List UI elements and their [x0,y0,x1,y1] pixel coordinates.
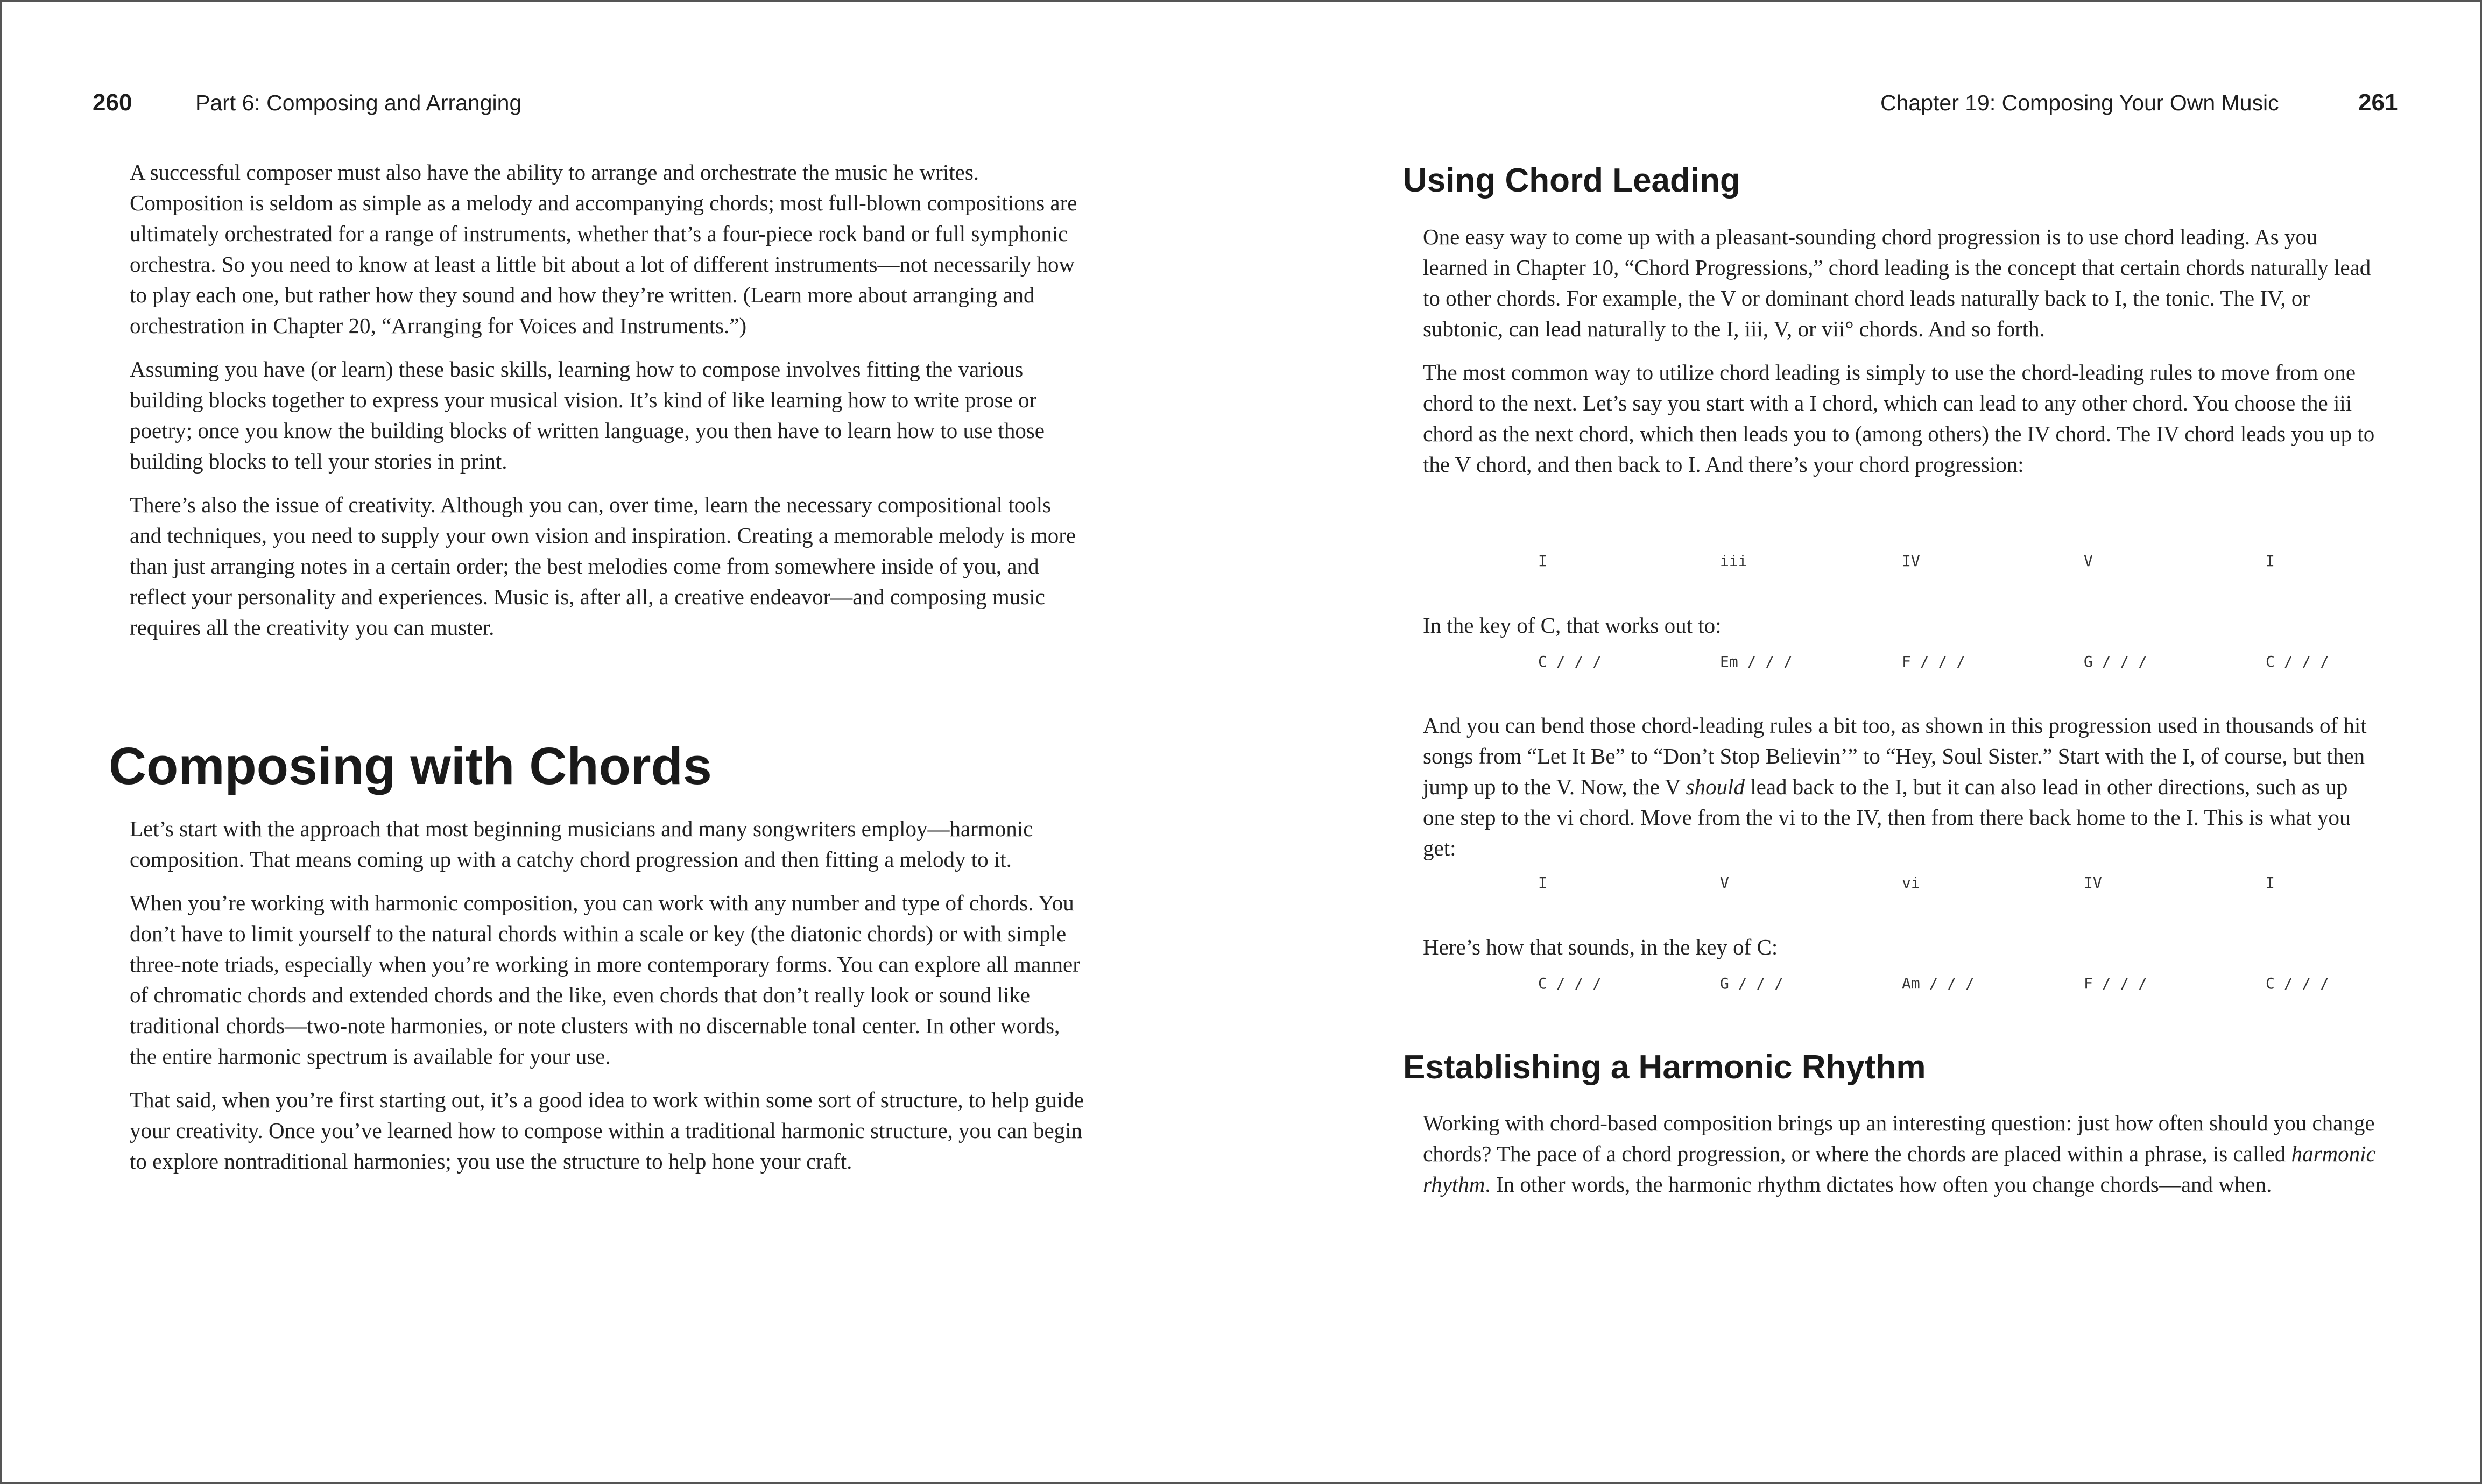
left-page-number: 260 [93,89,132,116]
left-page [0,0,1241,1481]
chord-numeral: I [2266,874,2275,892]
chord-leading-text-block [1423,222,2381,480]
emphasis-harmonic-rhythm: harmonic rhythm [1423,1141,2376,1197]
chord-symbol: F / / / [1902,653,1966,670]
chord-symbol: C / / / [2266,974,2330,992]
emphasis-should: should [1686,774,1745,799]
chord-symbol: Em / / / [1720,653,1793,670]
chord-numeral: IV [1902,552,1920,570]
chord-symbol: G / / / [2084,653,2148,670]
intro-paragraph: Assuming you have (or learn) these basic skills, learning how to compose involves fitting the various building blocks together to express your musical vision. It’s kind of like learning how to write prose or poetry; once you know the building blocks of written language, you then have to learn how to use those building blocks to tell your stories in print. [130,357,1045,474]
chord-symbol: G / / / [1720,974,1784,992]
intro-text-block [130,157,1088,643]
chord-symbol: C / / / [1538,974,1602,992]
chord-numeral: V [1720,874,1729,892]
chord-numeral: I [1538,552,1547,570]
section-text-block [130,814,1088,1177]
chord-symbol: Am / / / [1902,974,1975,992]
chord-numeral: iii [1720,552,1747,570]
right-page-number: 261 [2358,89,2398,116]
chord-numeral: I [2266,552,2275,570]
intro-paragraph: There’s also the issue of creativity. Although you can, over time, learn the necessary compositional tools and techniques, you need to supply your own vision and inspiration. Creating a memorable melody is more than just arranging notes in a certain order; the best melodies come from somewhere inside of you, and reflect your personality and experiences. Music is, after all, a creative endeavor—and composing music requires all the creativity you can muster. [130,492,1076,640]
section-paragraph: Let’s start with the approach that most beginning musicians and many songwriters employ—harmonic composition. That means coming up with a catchy chord progression and then fitting a melody to it. [130,816,1033,872]
section-paragraph: When you’re working with harmonic composition, you can work with any number and type of chords. You don’t have to limit yourself to the natural chords within a scale or key (the diatonic chords) or with simple three-note triads, especially when you’re working in more contemporary forms. You can explore all manner of chromatic chords and extended chords and the like, even chords that don’t really look or sound like traditional chords—two-note harmonies, or note clusters with no discernable tonal center. In other words, the entire harmonic spectrum is available for your use. [130,891,1080,1069]
chord-symbol: C / / / [2266,653,2330,670]
key-of-c-intro-2: Here’s how that sounds, in the key of C: [1423,935,1778,959]
chord-leading-paragraph: One easy way to come up with a pleasant-sounding chord progression is to use chord leading. As you learned in Chapter 10, “Chord Progressions,” chord leading is the concept that certain chords naturally lead to other chords. For example, the V or dominant chord leads naturally back to I, the tonic. The IV, or subtonic, can lead naturally to the I, iii, V, or vii° chords. And so forth. [1423,224,2371,341]
key-of-c-intro-1: In the key of C, that works out to: [1423,613,1722,638]
harmonic-rhythm-paragraph: Working with chord-based composition brings up an interesting question: just how often should you change chords? The pace of a chord progression, or where the chords are placed within a phrase, is called harmonic rhythm. In other words, the harmonic rhythm dictates how often you change chords—and when. [1423,1111,2376,1197]
heading-using-chord-leading: Using Chord Leading [1403,162,1740,199]
section-paragraph: That said, when you’re first starting out, it’s a good idea to work within some sort of structure, to help guide your creativity. Once you’ve learned how to compose within a traditional harmonic structure, you can begin to explore nontraditional harmonies; you use the structure to help hone your craft. [130,1087,1084,1174]
chord-symbol: C / / / [1538,653,1602,670]
right-running-head: Chapter 19: Composing Your Own Music [1880,90,2279,115]
chord-numeral: V [2084,552,2093,570]
heading-establishing-harmonic-rhythm: Establishing a Harmonic Rhythm [1403,1049,1926,1086]
chord-numeral: vi [1902,874,1920,892]
left-running-head: Part 6: Composing and Arranging [195,90,522,115]
chord-leading-paragraph: The most common way to utilize chord leading is simply to use the chord-leading rules to move from one chord to the next. Let’s say you start with a I chord, which can lead to any other chord. You choose the iii chord as the next chord, which then leads you to (among others) the IV chord. The IV chord leads you up to the V chord, and then back to I. And there’s your chord progression: [1423,360,2375,477]
chord-symbol: F / / / [2084,974,2148,992]
chord-numeral: IV [2084,874,2102,892]
section-heading-composing-with-chords: Composing with Chords [109,737,712,795]
bend-rules-paragraph: And you can bend those chord-leading rules a bit too, as shown in this progression used in thousands of hit songs from “Let It Be” to “Don’t Stop Believin’” to “Hey, Soul Sister.” Start with the I, of course, but then jump up to the V. Now, the V should lead back to the I, but it can also lead in other directions, such as up one step to the vi chord. Move from the vi to the IV, then from there back home to the I. This is what you get: [1423,713,2367,860]
chord-numeral: I [1538,874,1547,892]
intro-paragraph: A successful composer must also have the ability to arrange and orchestrate the music he writes. Composition is seldom as simple as a melody and accompanying chords; most full-blown compositions are ultimately orchestrated for a range of instruments, whether that’s a four-piece rock band or full symphonic orchestra. So you need to know at least a little bit about a lot of different instruments—not necessarily how to play each one, but rather how they sound and how they’re written. (Learn more about arranging and orchestration in Chapter 20, “Arranging for Voices and Instruments.”) [130,160,1077,338]
